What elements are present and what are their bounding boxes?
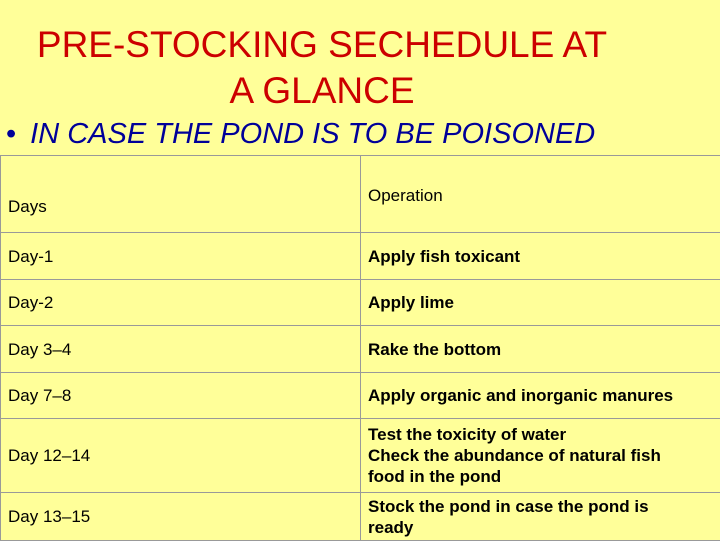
bullet-icon: • (6, 118, 16, 150)
table-row (1, 373, 720, 419)
table-row (1, 419, 720, 493)
table-row (1, 326, 720, 373)
title-line-1: PRE-STOCKING SECHEDULE AT (37, 24, 607, 65)
operation-line: food in the pond (368, 467, 501, 486)
operation-line: ready (368, 518, 413, 537)
table-header-row (1, 156, 720, 233)
day-cell: Day-1 (1, 233, 361, 280)
day-cell: Day 7–8 (1, 373, 361, 419)
day-cell: Day 12–14 (1, 419, 361, 493)
page-title (0, 22, 644, 114)
subtitle (6, 118, 595, 151)
operation-cell: Rake the bottom (361, 326, 720, 373)
operation-cell (361, 419, 720, 493)
day-cell: Day 3–4 (1, 326, 361, 373)
operation-line: Check the abundance of natural fish (368, 446, 661, 465)
operation-cell: Apply lime (361, 280, 720, 326)
table-row (1, 493, 720, 541)
header-days: Days (1, 156, 361, 233)
day-cell: Day 13–15 (1, 493, 361, 541)
operation-line: Test the toxicity of water (368, 425, 566, 444)
title-line-2: A GLANCE (229, 70, 414, 111)
operation-cell: Apply fish toxicant (361, 233, 720, 280)
header-operation: Operation (361, 156, 720, 233)
table-row (1, 233, 720, 280)
operation-line: Stock the pond in case the pond is (368, 497, 649, 516)
day-cell: Day-2 (1, 280, 361, 326)
table-row (1, 280, 720, 326)
operation-cell (361, 493, 720, 541)
subtitle-text: IN CASE THE POND IS TO BE POISONED (30, 118, 595, 150)
schedule-table (0, 155, 720, 541)
operation-cell: Apply organic and inorganic manures (361, 373, 720, 419)
